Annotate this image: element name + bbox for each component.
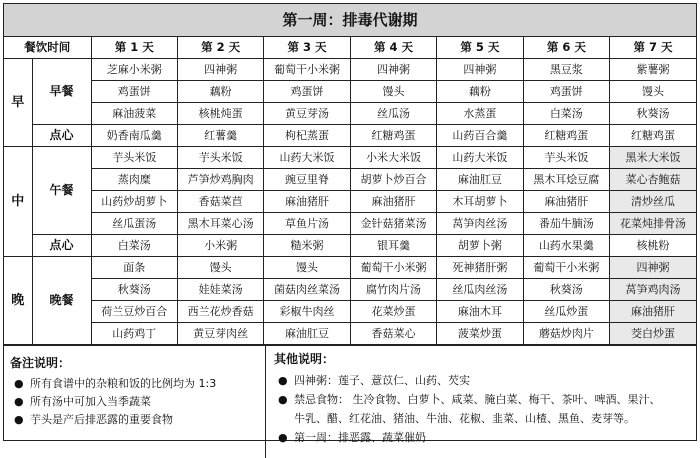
menu-cell: 葡萄干小米粥 [523,257,609,279]
other-notes-text: 牛乳、醋、红花油、猪油、牛油、花椒、韭菜、山楂、黑鱼、麦芽等。 [294,412,635,425]
menu-cell: 番茄牛腩汤 [523,213,609,235]
remarks-title: 备注说明： [10,356,71,370]
menu-cell: 四神粥 [610,257,696,279]
menu-cell: 麻油木耳 [437,301,523,323]
menu-row [4,59,696,81]
menu-cell: 奶香南瓜羹 [91,125,177,147]
bullet-icon: ● [278,431,288,444]
menu-cell: 黄豆芽肉丝 [177,323,263,345]
menu-cell: 葡萄干小米粥 [264,59,350,81]
menu-row [4,103,696,125]
meal-label: 点心 [32,235,91,257]
menu-cell: 红薯羹 [177,125,263,147]
menu-row [4,81,696,103]
menu-cell: 馒头 [177,257,263,279]
menu-cell: 鸡蛋饼 [91,81,177,103]
bullet-icon: ● [14,377,24,390]
menu-cell: 菠菜炒蛋 [437,323,523,345]
remarks-item [10,393,265,411]
menu-cell: 丝瓜肉丝汤 [437,279,523,301]
meal-label: 点心 [32,125,91,147]
menu-row [4,191,696,213]
bullet-icon: ● [14,395,24,408]
remarks-list [10,375,265,429]
menu-cell: 枸杞蒸蛋 [264,125,350,147]
other-notes-panel [266,346,696,458]
menu-cell: 鸡蛋饼 [523,81,609,103]
menu-cell: 藕粉 [437,81,523,103]
menu-row [4,301,696,323]
menu-cell: 水蒸蛋 [437,103,523,125]
header-row [4,37,696,59]
meal-label: 午餐 [32,147,91,235]
bullet-icon: ● [278,393,288,406]
menu-cell: 花菜炒蛋 [350,301,436,323]
menu-cell: 蒸肉糜 [91,169,177,191]
menu-cell: 花菜炖排骨汤 [610,213,696,235]
menu-cell: 菌菇肉丝菜汤 [264,279,350,301]
other-notes-item [274,390,696,409]
menu-cell: 蘑菇炒肉片 [523,323,609,345]
menu-cell: 麻油菠菜 [91,103,177,125]
menu-cell: 胡萝卜炒百合 [350,169,436,191]
page-title: 第一周：排毒代谢期 [4,4,696,37]
diet-plan-sheet [3,3,697,444]
notes-section [4,345,696,458]
menu-cell: 核桃粉 [610,235,696,257]
menu-row [4,257,696,279]
menu-cell: 金针菇猪菜汤 [350,213,436,235]
menu-cell: 小米大米饭 [350,147,436,169]
menu-row [4,235,696,257]
menu-cell: 丝瓜汤 [350,103,436,125]
menu-cell: 白菜汤 [91,235,177,257]
menu-cell: 莴笋肉丝汤 [437,213,523,235]
menu-cell: 麻油肛豆 [264,323,350,345]
menu-row [4,279,696,301]
menu-cell: 莴笋鸡肉汤 [610,279,696,301]
other-notes-item [274,428,696,447]
menu-cell: 豌豆里脊 [264,169,350,191]
menu-cell: 四神粥 [350,59,436,81]
menu-cell: 茭白炒蛋 [610,323,696,345]
menu-cell: 山药大米饭 [437,147,523,169]
other-notes-text: 禁忌食物： 生冷食物、白萝卜、咸菜、腌白菜、梅干、茶叶、啤酒、果汁、 [294,393,661,406]
menu-cell: 鸡蛋饼 [264,81,350,103]
bullet-icon: ● [278,374,288,387]
menu-cell: 山药大米饭 [264,147,350,169]
menu-cell: 小米粥 [177,235,263,257]
day-header: 第 7 天 [610,37,696,59]
menu-cell: 四神粥 [177,59,263,81]
period-label: 早 [4,59,32,147]
menu-cell: 麻油猪肝 [610,301,696,323]
menu-cell: 面条 [91,257,177,279]
day-header: 第 5 天 [437,37,523,59]
remarks-item [10,411,265,429]
other-notes-text: 第一周：排恶露、蔬菜催奶 [294,431,426,444]
menu-row [4,125,696,147]
menu-cell: 黑木耳菜心汤 [177,213,263,235]
remarks-item [10,375,265,393]
menu-cell: 紫薯粥 [610,59,696,81]
menu-cell: 山药水果羹 [523,235,609,257]
menu-cell: 菜心杏鲍菇 [610,169,696,191]
menu-cell: 香菇菜心 [350,323,436,345]
menu-cell: 糙米粥 [264,235,350,257]
menu-cell: 秋葵汤 [610,103,696,125]
menu-cell: 藕粉 [177,81,263,103]
menu-cell: 秋葵汤 [523,279,609,301]
meal-label: 晚餐 [32,257,91,345]
menu-cell: 丝瓜蛋汤 [91,213,177,235]
other-notes-list [274,371,696,447]
menu-cell: 香菇菜苣 [177,191,263,213]
remarks-text: 所有食谱中的杂粮和饭的比例均为 1:3 [30,377,217,390]
menu-row [4,213,696,235]
menu-cell: 娃娃菜汤 [177,279,263,301]
menu-cell: 丝瓜炒蛋 [523,301,609,323]
menu-cell: 麻油肛豆 [437,169,523,191]
menu-cell: 葡萄干小米粥 [350,257,436,279]
menu-cell: 山药炒胡萝卜 [91,191,177,213]
day-header: 第 6 天 [523,37,609,59]
menu-cell: 黑米大米饭 [610,147,696,169]
menu-cell: 芋头米饭 [177,147,263,169]
menu-cell: 黑木耳烩豆腐 [523,169,609,191]
menu-cell: 草鱼片汤 [264,213,350,235]
remarks-panel [4,346,266,458]
menu-cell: 秋葵汤 [91,279,177,301]
menu-cell: 黄豆芽汤 [264,103,350,125]
menu-table [4,37,696,345]
menu-cell: 红糖鸡蛋 [610,125,696,147]
menu-cell: 胡萝卜粥 [437,235,523,257]
menu-cell: 死神猪肝粥 [437,257,523,279]
menu-cell: 麻油猪肝 [350,191,436,213]
menu-cell: 荷兰豆炒百合 [91,301,177,323]
menu-cell: 馒头 [610,81,696,103]
menu-cell: 红糖鸡蛋 [350,125,436,147]
menu-cell: 山药百合羹 [437,125,523,147]
day-header: 第 4 天 [350,37,436,59]
menu-cell: 腐竹肉片汤 [350,279,436,301]
menu-cell: 清炒丝瓜 [610,191,696,213]
menu-cell: 馒头 [350,81,436,103]
menu-cell: 银耳羹 [350,235,436,257]
menu-row [4,323,696,345]
menu-cell: 芋头米饭 [91,147,177,169]
menu-cell: 馒头 [264,257,350,279]
menu-cell: 麻油猪肝 [523,191,609,213]
day-header: 第 1 天 [91,37,177,59]
day-header: 第 3 天 [264,37,350,59]
remarks-text: 所有汤中可加入当季蔬菜 [30,395,151,408]
menu-cell: 红糖鸡蛋 [523,125,609,147]
meal-time-header: 餐饮时间 [4,37,91,59]
menu-cell: 麻油猪肝 [264,191,350,213]
menu-row [4,169,696,191]
menu-cell: 芝麻小米粥 [91,59,177,81]
menu-row [4,147,696,169]
menu-cell: 黑豆浆 [523,59,609,81]
other-notes-text: 四神粥：莲子、薏苡仁、山药、芡实 [294,374,470,387]
menu-cell: 彩椒牛肉丝 [264,301,350,323]
period-label: 晚 [4,257,32,345]
menu-cell: 芋头米饭 [523,147,609,169]
menu-cell: 核桃炖蛋 [177,103,263,125]
period-label: 中 [4,147,32,257]
menu-cell: 木耳胡萝卜 [437,191,523,213]
menu-cell: 白菜汤 [523,103,609,125]
bullet-icon: ● [14,413,24,426]
other-notes-title: 其他说明： [274,352,335,366]
other-notes-continuation [274,409,696,428]
menu-cell: 西兰花炒香菇 [177,301,263,323]
meal-label: 早餐 [32,59,91,125]
menu-cell: 四神粥 [437,59,523,81]
menu-cell: 芦笋炒鸡胸肉 [177,169,263,191]
remarks-text: 芋头是产后排恶露的重要食物 [30,413,173,426]
other-notes-item [274,371,696,390]
menu-cell: 山药鸡丁 [91,323,177,345]
day-header: 第 2 天 [177,37,263,59]
